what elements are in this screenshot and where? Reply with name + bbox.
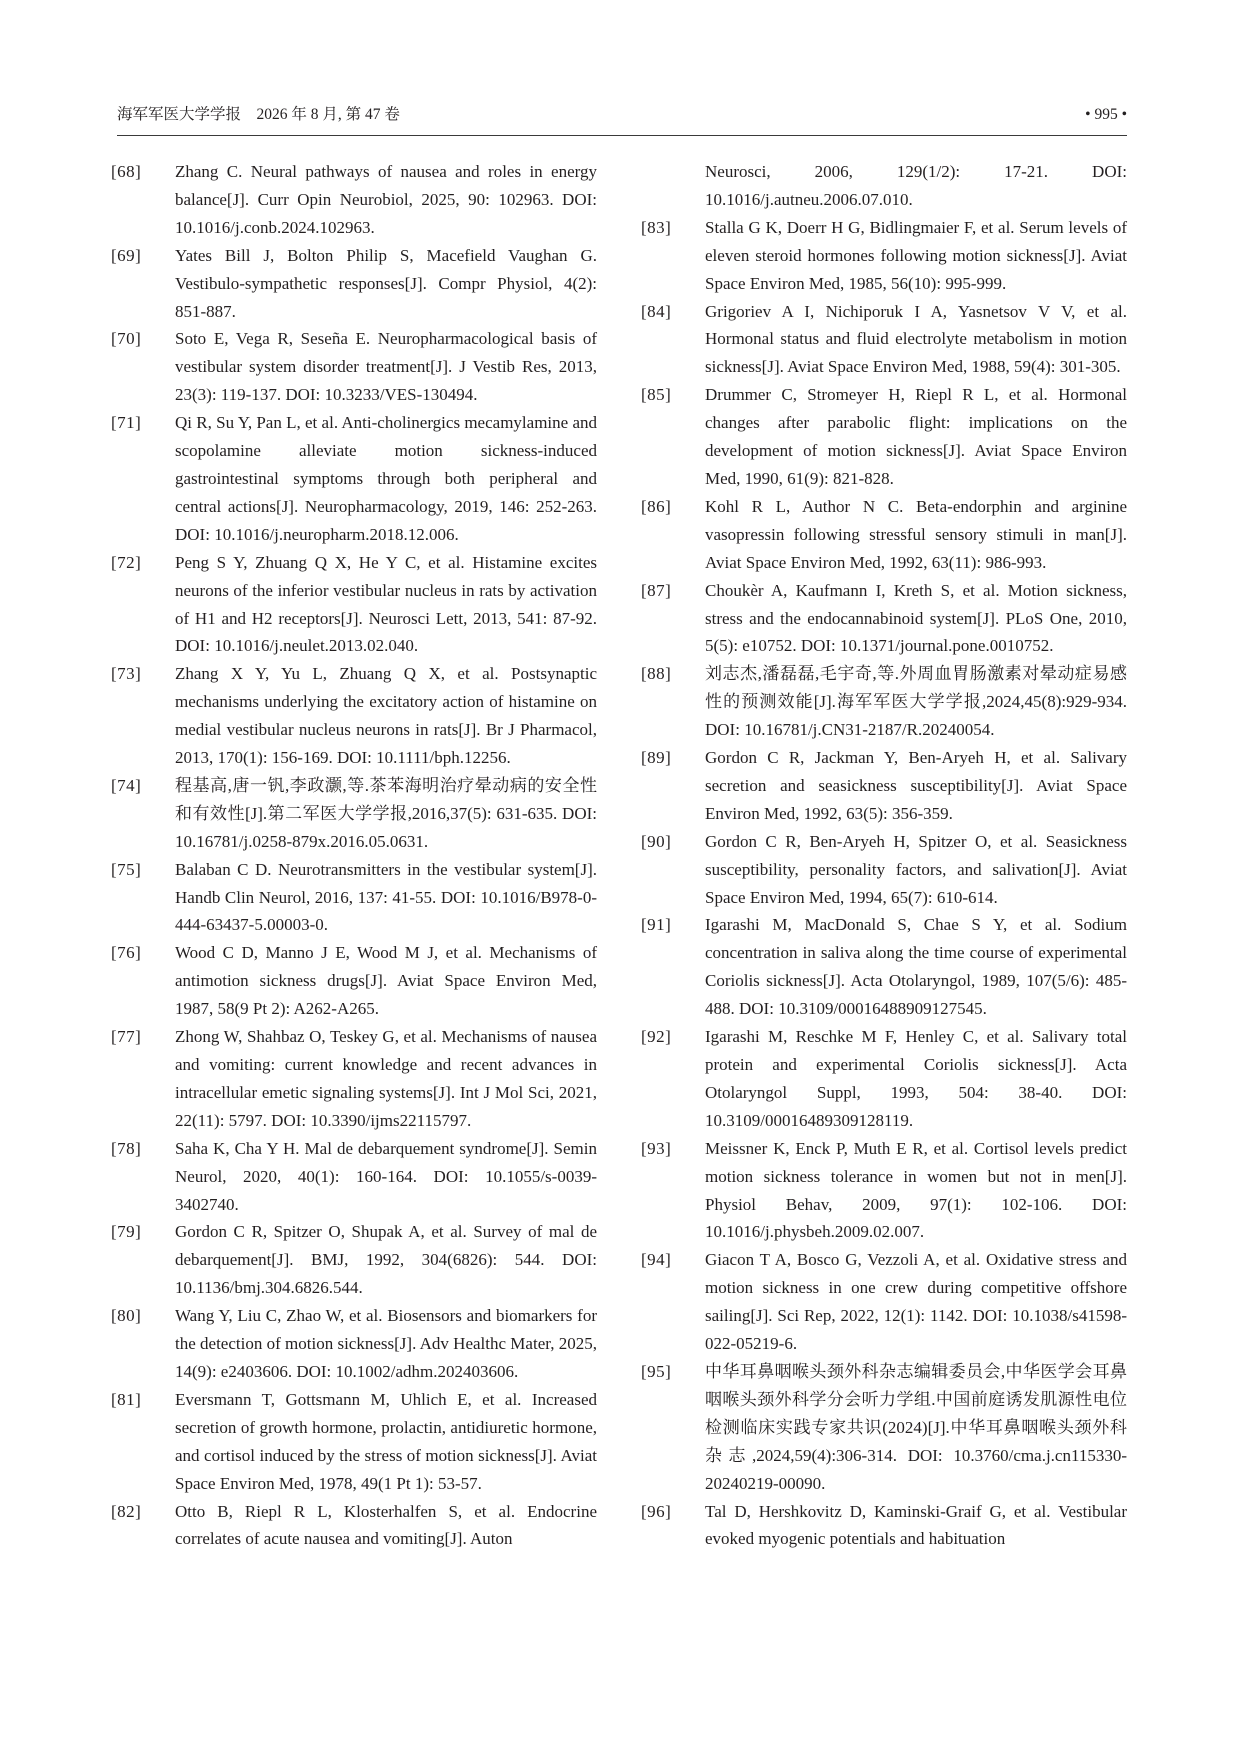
reference-item: [111, 1135, 597, 1219]
reference-number: [95]: [641, 1361, 672, 1381]
reference-text: Otto B, Riepl R L, Klosterhalfen S, et al. Endocrine correlates of acute nausea and vomiting[J]. Auton: [175, 1501, 597, 1549]
reference-text: Meissner K, Enck P, Muth E R, et al. Cortisol levels predict motion sickness tolerance in women but not in men[J]. Physiol Behav, 2009, 97(1): 102-106. DOI: 10.1016/j.physbeh.2009.02.007.: [705, 1138, 1127, 1242]
reference-item: [111, 242, 597, 326]
reference-number: [90]: [641, 831, 672, 851]
reference-text: Wood C D, Manno J E, Wood M J, et al. Mechanisms of antimotion sickness drugs[J]. Aviat Space Environ Med, 1987, 58(9 Pt 2): A262-A265.: [175, 943, 597, 1019]
reference-item: [111, 939, 597, 1023]
page-number: • 995 •: [1085, 106, 1127, 123]
reference-number: [71]: [111, 413, 142, 433]
reference-item: [641, 1358, 1127, 1498]
reference-item: [111, 1386, 597, 1498]
reference-item: [111, 549, 597, 661]
reference-text: Soto E, Vega R, Seseña E. Neuropharmacological basis of vestibular system disorder treatment[J]. J Vestib Res, 2013, 23(3): 119-137. DOI: 10.3233/VES-130494.: [175, 329, 597, 405]
reference-text: Choukèr A, Kaufmann I, Kreth S, et al. Motion sickness, stress and the endocannabinoid system[J]. PLoS One, 2010, 5(5): e10752. DOI: 10.1371/journal.pone.0010752.: [705, 580, 1127, 656]
reference-item: [111, 325, 597, 409]
reference-text: Tal D, Hershkovitz D, Kaminski-Graif G, et al. Vestibular evoked myogenic potentials and habituation: [705, 1501, 1127, 1549]
reference-text: Qi R, Su Y, Pan L, et al. Anti-cholinergics mecamylamine and scopolamine alleviate motion sickness-induced gastrointestinal symptoms through both peripheral and central actions[J]. Neuropharmacology, 2019, 146: 252-263. DOI: 10.1016/j.neuropharm.2018.12.006.: [175, 413, 597, 544]
reference-item: [641, 1498, 1127, 1554]
reference-number: [91]: [641, 915, 672, 935]
reference-number: [88]: [641, 664, 672, 684]
reference-item: [111, 1218, 597, 1302]
reference-text: 中华耳鼻咽喉头颈外科杂志编辑委员会,中华医学会耳鼻咽喉头颈外科学分会听力学组.中国前庭诱发肌源性电位检测临床实践专家共识(2024)[J].中华耳鼻咽喉头颈外科杂志,2024,59(4):306-314. DOI: 10.3760/cma.j.cn115330-20240219-00090.: [705, 1361, 1127, 1493]
reference-number: [73]: [111, 664, 142, 684]
reference-number: [74]: [111, 775, 142, 795]
reference-number: [77]: [111, 1027, 142, 1047]
reference-item: [111, 660, 597, 772]
reference-text: Zhong W, Shahbaz O, Teskey G, et al. Mechanisms of nausea and vomiting: current knowledge and recent advances in intracellular emetic signaling systems[J]. Int J Mol Sci, 2021, 22(11): 5797. DOI: 10.3390/ijms22115797.: [175, 1027, 597, 1130]
reference-column-left: [111, 158, 597, 1553]
reference-item: [111, 772, 597, 856]
reference-number: [69]: [111, 245, 142, 265]
reference-number: [83]: [641, 217, 672, 237]
journal-name: 海军军医大学学报: [117, 106, 242, 123]
reference-item: [641, 828, 1127, 912]
reference-item: [641, 577, 1127, 661]
reference-item: [641, 1246, 1127, 1358]
reference-text: Saha K, Cha Y H. Mal de debarquement syndrome[J]. Semin Neurol, 2020, 40(1): 160-164. DOI: 10.1055/s-0039-3402740.: [175, 1138, 597, 1214]
issue-info: 2026 年 8 月, 第 47 卷: [256, 106, 400, 123]
reference-text: Zhang X Y, Yu L, Zhuang Q X, et al. Postsynaptic mechanisms underlying the excitatory action of histamine on medial vestibular nucleus neurons in rats[J]. Br J Pharmacol, 2013, 170(1): 156-169. DOI: 10.1111/bph.12256.: [175, 664, 597, 768]
reference-number: [79]: [111, 1222, 142, 1242]
header-rule: [117, 135, 1127, 136]
reference-text: Peng S Y, Zhuang Q X, He Y C, et al. Histamine excites neurons of the inferior vestibular nucleus in rats by activation of H1 and H2 receptors[J]. Neurosci Lett, 2013, 541: 87-92. DOI: 10.1016/j.neulet.2013.02.040.: [175, 552, 597, 656]
reference-item: [641, 1023, 1127, 1135]
reference-number: [72]: [111, 552, 142, 572]
reference-text: Gordon C R, Ben-Aryeh H, Spitzer O, et al. Seasickness susceptibility, personality factors, and salivation[J]. Aviat Space Environ Med, 1994, 65(7): 610-614.: [705, 831, 1127, 907]
reference-text: Grigoriev A I, Nichiporuk I A, Yasnetsov V V, et al. Hormonal status and fluid electrolyte metabolism in motion sickness[J]. Aviat Space Environ Med, 1988, 59(4): 301-305.: [705, 301, 1127, 377]
reference-continuation: Neurosci, 2006, 129(1/2): 17-21. DOI: 10.1016/j.autneu.2006.07.010.: [705, 162, 1127, 209]
reference-item: [111, 409, 597, 549]
reference-text: Igarashi M, MacDonald S, Chae S Y, et al. Sodium concentration in saliva along the time course of experimental Coriolis sickness[J]. Acta Otolaryngol, 1989, 107(5/6): 485-488. DOI: 10.3109/00016488909127545.: [705, 915, 1127, 1019]
reference-item: [641, 911, 1127, 1023]
reference-text: Balaban C D. Neurotransmitters in the vestibular system[J]. Handb Clin Neurol, 2016, 137: 41-55. DOI: 10.1016/B978-0-444-63437-5.00003-0.: [175, 859, 597, 935]
reference-number: [82]: [111, 1501, 142, 1521]
reference-number: [84]: [641, 301, 672, 321]
reference-number: [87]: [641, 580, 672, 600]
reference-text: Kohl R L, Author N C. Beta-endorphin and arginine vasopressin following stressful sensory stimuli in man[J]. Aviat Space Environ Med, 1992, 63(11): 986-993.: [705, 496, 1127, 572]
reference-text: Gordon C R, Spitzer O, Shupak A, et al. Survey of mal de debarquement[J]. BMJ, 1992, 304(6826): 544. DOI: 10.1136/bmj.304.6826.544.: [175, 1222, 597, 1298]
reference-number: [85]: [641, 385, 672, 405]
running-header: [117, 100, 1127, 128]
reference-number: [76]: [111, 943, 142, 963]
reference-number: [94]: [641, 1250, 672, 1270]
reference-number: [92]: [641, 1027, 672, 1047]
reference-item: [111, 158, 597, 242]
reference-item: [111, 856, 597, 940]
reference-text: 程基高,唐一钒,李政灏,等.茶苯海明治疗晕动病的安全性和有效性[J].第二军医大学学报,2016,37(5): 631-635. DOI: 10.16781/j.0258-879x.2016.05.0631.: [175, 775, 597, 851]
reference-item: [641, 1135, 1127, 1247]
reference-number: [78]: [111, 1138, 142, 1158]
reference-text: 刘志杰,潘磊磊,毛宇奇,等.外周血胃肠激素对晕动症易感性的预测效能[J].海军军医大学学报,2024,45(8):929-934. DOI: 10.16781/j.CN31-2187/R.20240054.: [705, 664, 1127, 740]
reference-text: Zhang C. Neural pathways of nausea and roles in energy balance[J]. Curr Opin Neurobiol, 2025, 90: 102963. DOI: 10.1016/j.conb.2024.102963.: [175, 162, 597, 237]
reference-number: [96]: [641, 1501, 672, 1521]
reference-item: [111, 1498, 597, 1554]
reference-text: Eversmann T, Gottsmann M, Uhlich E, et al. Increased secretion of growth hormone, prolactin, antidiuretic hormone, and cortisol induced by the stress of motion sickness[J]. Aviat Space Environ Med, 1978, 49(1 Pt 1): 53-57.: [175, 1389, 597, 1493]
reference-item: [641, 381, 1127, 493]
reference-column-right: [641, 158, 1127, 1553]
reference-number: [75]: [111, 859, 142, 879]
reference-item: [641, 214, 1127, 298]
reference-number: [81]: [111, 1389, 142, 1409]
reference-text: Gordon C R, Jackman Y, Ben-Aryeh H, et al. Salivary secretion and seasickness susceptibility[J]. Aviat Space Environ Med, 1992, 63(5): 356-359.: [705, 748, 1127, 823]
reference-item: [641, 493, 1127, 577]
reference-text: Giacon T A, Bosco G, Vezzoli A, et al. Oxidative stress and motion sickness in one crew during competitive offshore sailing[J]. Sci Rep, 2022, 12(1): 1142. DOI: 10.1038/s41598-022-05219-6.: [705, 1250, 1127, 1354]
reference-text: Drummer C, Stromeyer H, Riepl R L, et al. Hormonal changes after parabolic flight: implications on the development of motion sickness[J]. Aviat Space Environ Med, 1990, 61(9): 821-828.: [705, 385, 1127, 488]
reference-number: [68]: [111, 162, 142, 181]
reference-item: [641, 744, 1127, 828]
reference-number: [70]: [111, 329, 142, 349]
reference-number: [93]: [641, 1138, 672, 1158]
reference-item: [641, 298, 1127, 382]
reference-text: Wang Y, Liu C, Zhao W, et al. Biosensors and biomarkers for the detection of motion sickness[J]. Adv Healthc Mater, 2025, 14(9): e2403606. DOI: 10.1002/adhm.202403606.: [175, 1306, 597, 1381]
reference-number: [80]: [111, 1306, 142, 1326]
reference-text: Yates Bill J, Bolton Philip S, Macefield Vaughan G. Vestibulo-sympathetic responses[J]. Compr Physiol, 4(2): 851-887.: [175, 245, 597, 321]
reference-number: [89]: [641, 748, 672, 768]
journal-issue-line: [117, 104, 400, 126]
reference-number: [86]: [641, 496, 672, 516]
reference-item: [641, 660, 1127, 744]
reference-item: [111, 1023, 597, 1135]
reference-text: Stalla G K, Doerr H G, Bidlingmaier F, et al. Serum levels of eleven steroid hormones following motion sickness[J]. Aviat Space Environ Med, 1985, 56(10): 995-999.: [705, 217, 1127, 293]
reference-item: [111, 1302, 597, 1386]
reference-text: Igarashi M, Reschke M F, Henley C, et al. Salivary total protein and experimental Coriolis sickness[J]. Acta Otolaryngol Suppl, 1993, 504: 38-40. DOI: 10.3109/00016489309128119.: [705, 1027, 1127, 1130]
